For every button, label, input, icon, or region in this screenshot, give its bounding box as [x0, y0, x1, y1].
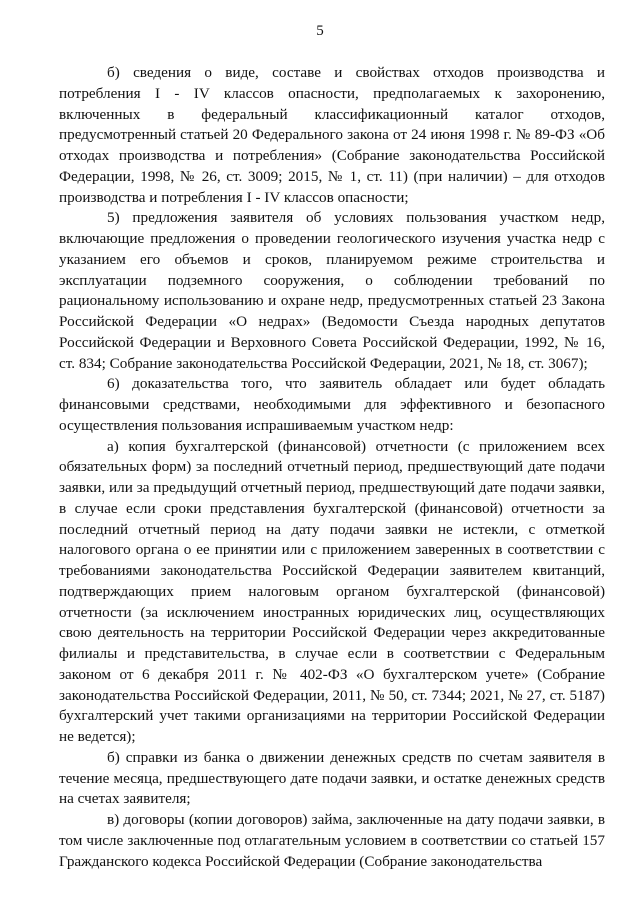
paragraph-bank-statements: б) справки из банка о движении денежных средств по счетам заявителя в течение месяца, предшествующего дате подачи заявки, и остатке денежных средств на счетах заявителя;	[59, 748, 605, 808]
paragraph-applicant-proposals: 5) предложения заявителя об условиях пользования участком недр, включающие предложения о проведении геологического изучения участка недр с указанием его объемов и сроков, планируемом режиме строительства и эксплуатации подземного сооружения, о соблюдении требований по рациональному использованию и охране недр, предусмотренных статьей 23 Закона Российской Федерации «О недрах» (Ведомости Съезда народных депутатов Российской Федерации и Верховного Совета Российской Федерации, 1992, № 16, ст. 834; Собрание законодательства Российской Федерации, 2021, № 18, ст. 3067);	[59, 209, 605, 372]
paragraph-waste-info: б) сведения о виде, составе и свойствах отходов производства и потребления I - IV классов опасности, предполагаемых к захоронению, включенных в федеральный классификационный каталог отходов, предусмотренный статьей 20 Федерального закона от 24 июня 1998 г. № 89-ФЗ «Об отходах производства и потребления» (Собрание законодательства Российской Федерации, 1998, № 26, ст. 3009; 2015, № 1, ст. 11) (при наличии) – для отходов производства и потребления I - IV классов опасности;	[59, 64, 605, 206]
page-number: 5	[316, 23, 324, 39]
document-body	[59, 63, 605, 872]
paragraph-loan-agreements: в) договоры (копии договоров) займа, заключенные на дату подачи заявки, в том числе заключенные под отлагательным условием в соответствии со статьей 157 Гражданского кодекса Российской Федерации (Собрание законодательства	[59, 811, 605, 870]
paragraph-financial-evidence: 6) доказательства того, что заявитель обладает или будет обладать финансовыми средствами, необходимыми для эффективного и безопасного осуществления пользования испрашиваемым участком недр:	[59, 375, 605, 434]
paragraph-accounting-statements: а) копия бухгалтерской (финансовой) отчетности (с приложением всех обязательных форм) за последний отчетный период, предшествующий дате подачи заявки, или за предыдущий отчетный период, предшествующий дате подачи заявки, в случае если сроки представления бухгалтерской (финансовой) отчетности за последний отчетный период на дату подачи заявки не истекли, с отметкой налогового органа о ее принятии или с приложением заверенных в соответствии с требованиями законодательства Российской Федерации заявителем квитанций, подтверждающих прием налоговым органом бухгалтерской (финансовой) отчетности (за исключением иностранных юридических лиц, осуществляющих свою деятельность на территории Российской Федерации через аккредитованные филиалы и представительства, в случае если в соответствии с Федеральным законом от 6 декабря 2011 г. № 402-ФЗ «О бухгалтерском учете» (Собрание законодательства Российской Федерации, 2011, № 50, ст. 7344; 2021, № 27, ст. 5187) бухгалтерский учет такими организациями на территории Российской Федерации не ведется);	[59, 437, 605, 745]
